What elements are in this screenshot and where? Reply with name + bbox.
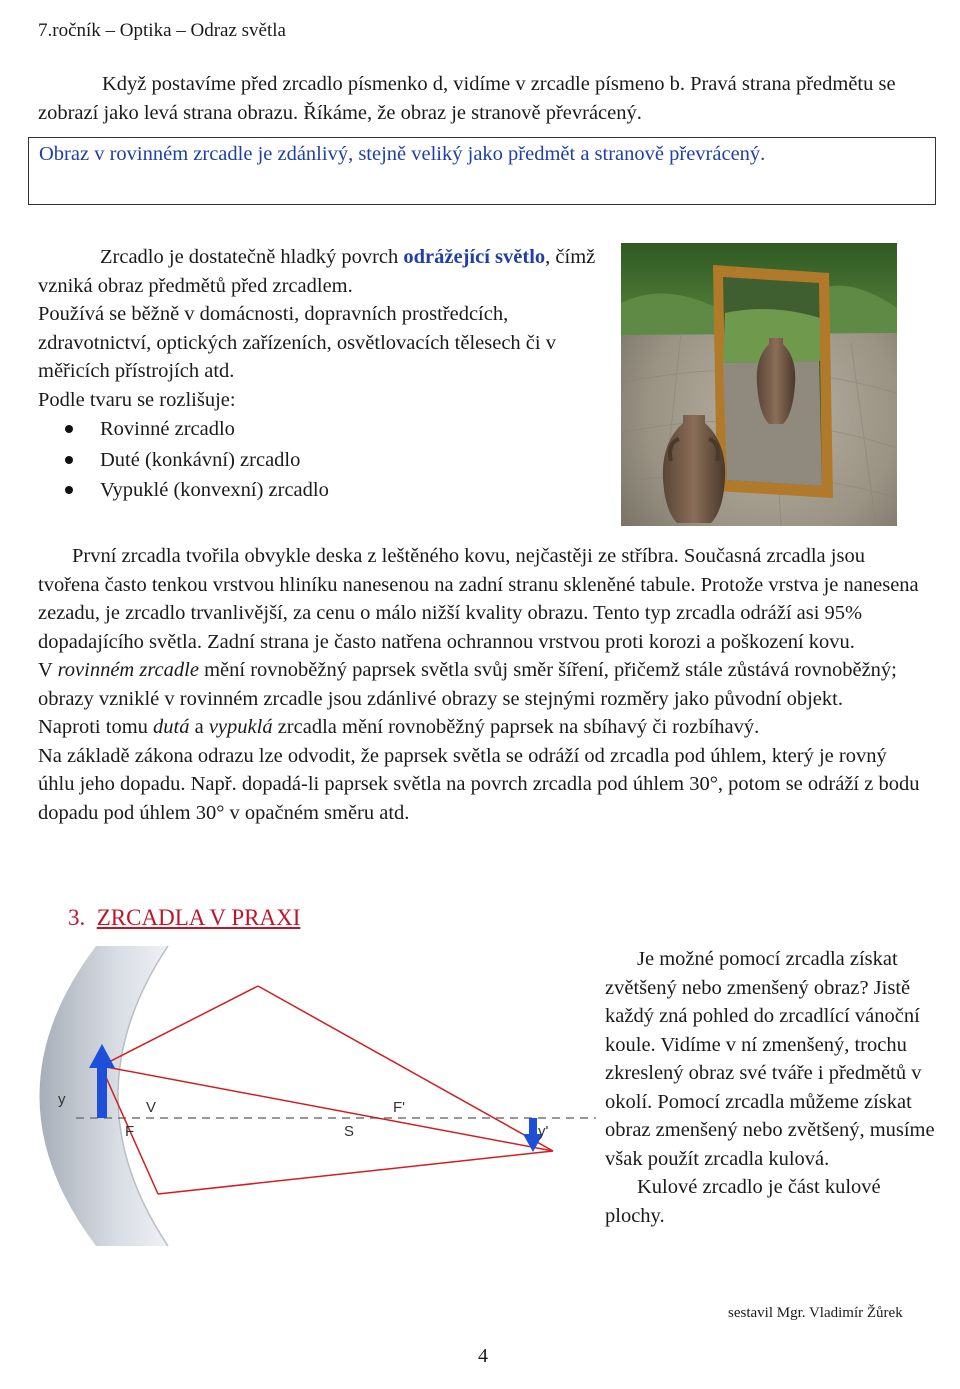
mirror-definition (38, 243, 608, 300)
mirror-description (38, 243, 608, 506)
plane-mirror-text-b: mění rovnoběžný paprsek světla svůj směr šíření, přičemž stále zůstává rovnoběžný; obrazy vzniklé v rovinném zrcadle jsou zdánlivé obrazy se stejnými rozměry jako původní objekt. (38, 659, 897, 710)
plane-mirror-italic: rovinném zrcadle (57, 659, 199, 681)
section-heading (68, 905, 300, 931)
plane-mirror-paragraph (38, 656, 928, 713)
mirror-definition-post: , čímž vzniká obraz předmětů před zrcadlem. (38, 246, 596, 297)
practice-text (605, 945, 935, 1230)
concave-mirror-diagram (38, 946, 596, 1246)
convex-italic: vypuklá (208, 716, 273, 738)
curved-text-c: zrcadla mění rovnoběžný paprsek na sbíhavý či rozbíhavý. (272, 716, 760, 738)
mirror-types-list (38, 414, 608, 506)
mirror-definition-bold: odrážející světlo (403, 246, 546, 268)
label-f: F (125, 1123, 135, 1140)
practice-paragraph: Je možné pomocí zrcadla získat zvětšený nebo zmenšený obraz? Jistě každý zná pohled do zrcadlící vánoční koule. Vidíme v ní zmenšený, trochu zkreslený obraz své tváře i předmětů v okolí. Pomocí zrcadla můžeme získat obraz zmenšený nebo zvětšený, musíme však použít zrcadla kulová. (605, 948, 935, 1170)
label-y: y (58, 1091, 66, 1108)
author-credit: sestavil Mgr. Vladimír Žůrek (728, 1305, 903, 1321)
page-number: 4 (478, 1345, 488, 1367)
page-header: 7.ročník – Optika – Odraz světla (38, 20, 286, 41)
spherical-mirror-paragraph: Kulové zrcadlo je část kulové plochy. (605, 1176, 881, 1227)
history-section (38, 542, 928, 827)
curved-text-b: a (189, 716, 209, 738)
label-v: V (146, 1099, 157, 1116)
label-s: S (344, 1123, 355, 1140)
concave-italic: dutá (153, 716, 190, 738)
reflection-law-paragraph: Na základě zákona odrazu lze odvodit, že paprsek světla se odráží od zrcadla pod úhlem, který je rovný úhlu jeho dopadu. Např. dopadá-li paprsek světla na povrch zrcadla pod úhlem 30°, potom se odráží z bodu dopadu pod úhlem 30° v opačném směru atd. (38, 744, 920, 824)
history-paragraph: První zrcadla tvořila obvykle deska z leštěného kovu, nejčastěji ze stříbra. Současná zrcadla jsou tvořena často tenkou vrstvou hliníku nanesenou na zadní stranu skleněné tabule. Protože vrstva je nanesena zezadu, je zrcadlo trvanlivější, za cenu o málo nižší kvality obrazu. Tento typ zrcadla odráží asi 95% dopadajícího světla. Zadní strana je často natřena ochrannou vrstvou proti korozi a poškození kovu. (38, 545, 919, 653)
definition-box (28, 137, 936, 205)
list-item: Vypuklé (konvexní) zrcadlo (38, 475, 608, 506)
mirror-definition-pre: Zrcadlo je dostatečně hladký povrch (100, 246, 404, 268)
plane-mirror-text-a: V (38, 659, 58, 681)
mirror-photo (621, 243, 897, 526)
definition-text: Obraz v rovinném zrcadle je zdánlivý, stejně veliký jako předmět a stranově převrácený. (39, 143, 766, 165)
section-title: ZRCADLA V PRAXI (96, 905, 301, 930)
list-item: Duté (konkávní) zrcadlo (38, 445, 608, 476)
curved-mirrors-paragraph (38, 713, 928, 742)
intro-paragraph: Když postavíme před zrcadlo písmenko d, vidíme v zrcadle písmeno b. Pravá strana předmětu se zobrazí jako levá strana obrazu. Říkáme, že obraz je stranově převrácený. (38, 73, 896, 124)
curved-text-a: Naproti tomu (38, 716, 154, 738)
section-number: 3. (68, 905, 86, 930)
label-y-prime: y' (538, 1123, 549, 1140)
mirror-types-intro: Podle tvaru se rozlišuje: (38, 388, 236, 411)
label-f-prime: F' (393, 1099, 406, 1116)
mirror-usage: Používá se běžně v domácnosti, dopravních prostředcích, zdravotnictví, optických zařízeních, osvětlovacích tělesech či v měřicích přístrojích atd. (38, 303, 556, 382)
list-item: Rovinné zrcadlo (38, 414, 608, 445)
